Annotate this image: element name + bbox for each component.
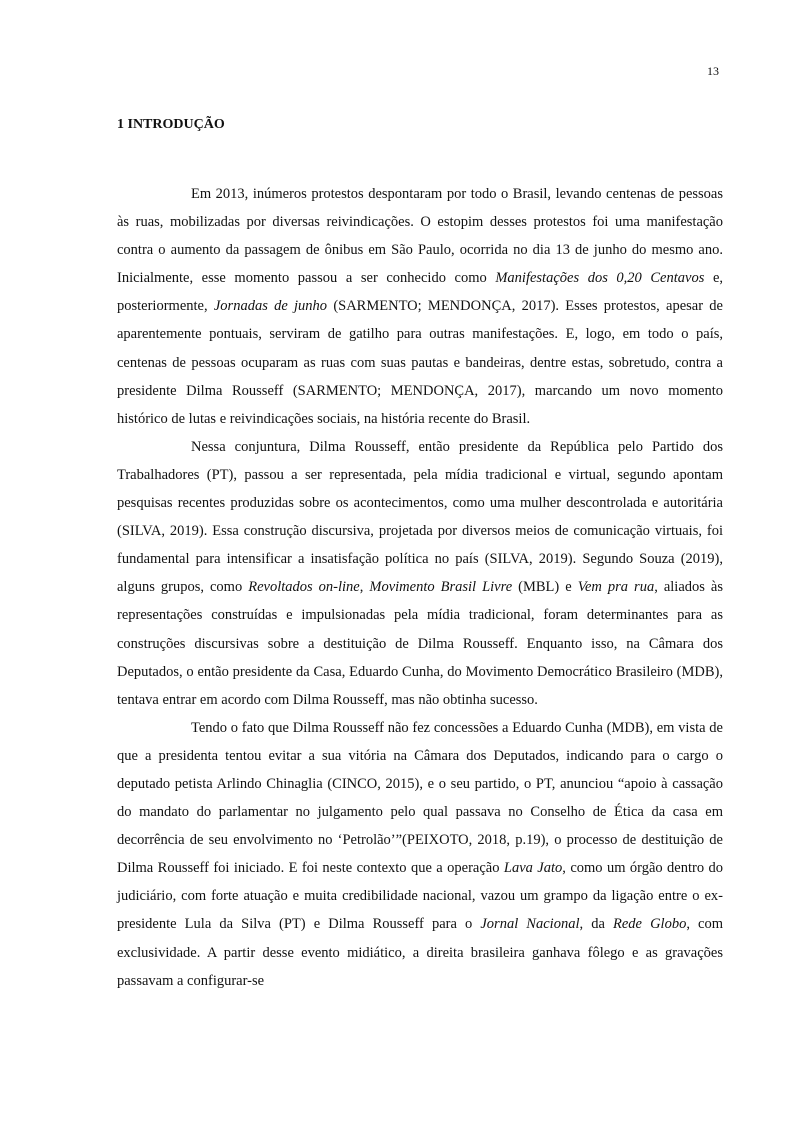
text-run: Tendo o fato que Dilma Rousseff não fez concessões a Eduardo Cunha (MDB), em vista de que a presidenta tentou evitar a sua vitória na Câmara dos Deputados, indicando para o cargo o deputado petista Arlindo Chinaglia (CINCO, 2015), e o seu partido, o PT, anunciou “apoio à cassação do mandato do parlamentar no julgamento pelo qual passava no Conselho de Ética da casa em decorrência de seu envolvimento no ‘Petrolão’”(PEIXOTO, 2018, p.19), o processo de destituição de Dilma Rousseff foi iniciado. E foi neste contexto que a operação: [117, 719, 723, 877]
text-run: ,: [359, 579, 370, 596]
text-run: , aliados às representações construídas e impulsionadas pela mídia tradicional, foram determinantes para as construções discursivas sobre a destituição de Dilma Rousseff. Enquanto isso, na Câmara dos Deputados, o então presidente da Casa, Eduardo Cunha, do Movimento Democrático Brasileiro (MDB), tentava entrar em acordo com Dilma Rousseff, mas não obtinha sucesso.: [117, 579, 724, 708]
paragraph: [117, 714, 723, 995]
body-text: [117, 180, 723, 995]
text-run: e, posteriormente,: [117, 270, 724, 315]
page-number: 13: [707, 64, 719, 78]
text-run: , da: [579, 916, 613, 933]
italic-term: Jornadas de junho: [213, 298, 328, 315]
text-run: (MBL) e: [512, 579, 578, 596]
text-run: (SARMENTO; MENDONÇA, 2017). Esses protestos, apesar de aparentemente pontuais, serviram de gatilho para outras manifestações. E, logo, em todo o país, centenas de pessoas ocuparam as ruas com suas pautas e bandeiras, dentre estas, sobretudo, contra a presidente Dilma Rousseff (SARMENTO; MENDONÇA, 2017), marcando um novo momento histórico de lutas e reivindicações sociais, na história recente do Brasil.: [117, 298, 723, 427]
section-heading: 1 INTRODUÇÃO: [117, 117, 225, 132]
text-run: Nessa conjuntura, Dilma Rousseff, então presidente da República pelo Partido dos Trabalhadores (PT), passou a ser representada, pela mídia tradicional e virtual, segundo apontam pesquisas recentes produzidas sobre os acontecimentos, como uma mulher descontrolada e autoritária (SILVA, 2019). Essa construção discursiva, projetada por diversos meios de comunicação virtuais, foi fundamental para intensificar a insatisfação política no país (SILVA, 2019). Segundo Souza (2019), alguns grupos, como: [117, 438, 723, 596]
italic-term: Lava Jato: [503, 860, 563, 877]
italic-term: Movimento Brasil Livre: [369, 579, 513, 596]
italic-term: Jornal Nacional: [480, 916, 580, 933]
italic-term: Vem pra rua: [577, 579, 655, 596]
text-run: , com exclusividade. A partir desse evento midiático, a direita brasileira ganhava fôlego e as gravações passavam a configurar-se: [117, 916, 724, 989]
italic-term: Revoltados on-line: [248, 579, 360, 596]
text-run: , como um órgão dentro do judiciário, com forte atuação e muita credibilidade nacional, vazou um grampo da ligação entre o ex-presidente Lula da Silva (PT) e Dilma Rousseff para o: [117, 860, 724, 933]
paragraph: [117, 180, 723, 433]
italic-term: Manifestações dos 0,20 Centavos: [495, 270, 705, 287]
paragraph: [117, 433, 723, 714]
italic-term: Rede Globo: [613, 916, 687, 933]
text-run: Em 2013, inúmeros protestos despontaram por todo o Brasil, levando centenas de pessoas às ruas, mobilizadas por diversas reivindicações. O estopim desses protestos foi uma manifestação contra o aumento da passagem de ônibus em São Paulo, ocorrida no dia 13 de junho do mesmo ano. Inicialmente, esse momento passou a ser conhecido como: [117, 186, 723, 287]
